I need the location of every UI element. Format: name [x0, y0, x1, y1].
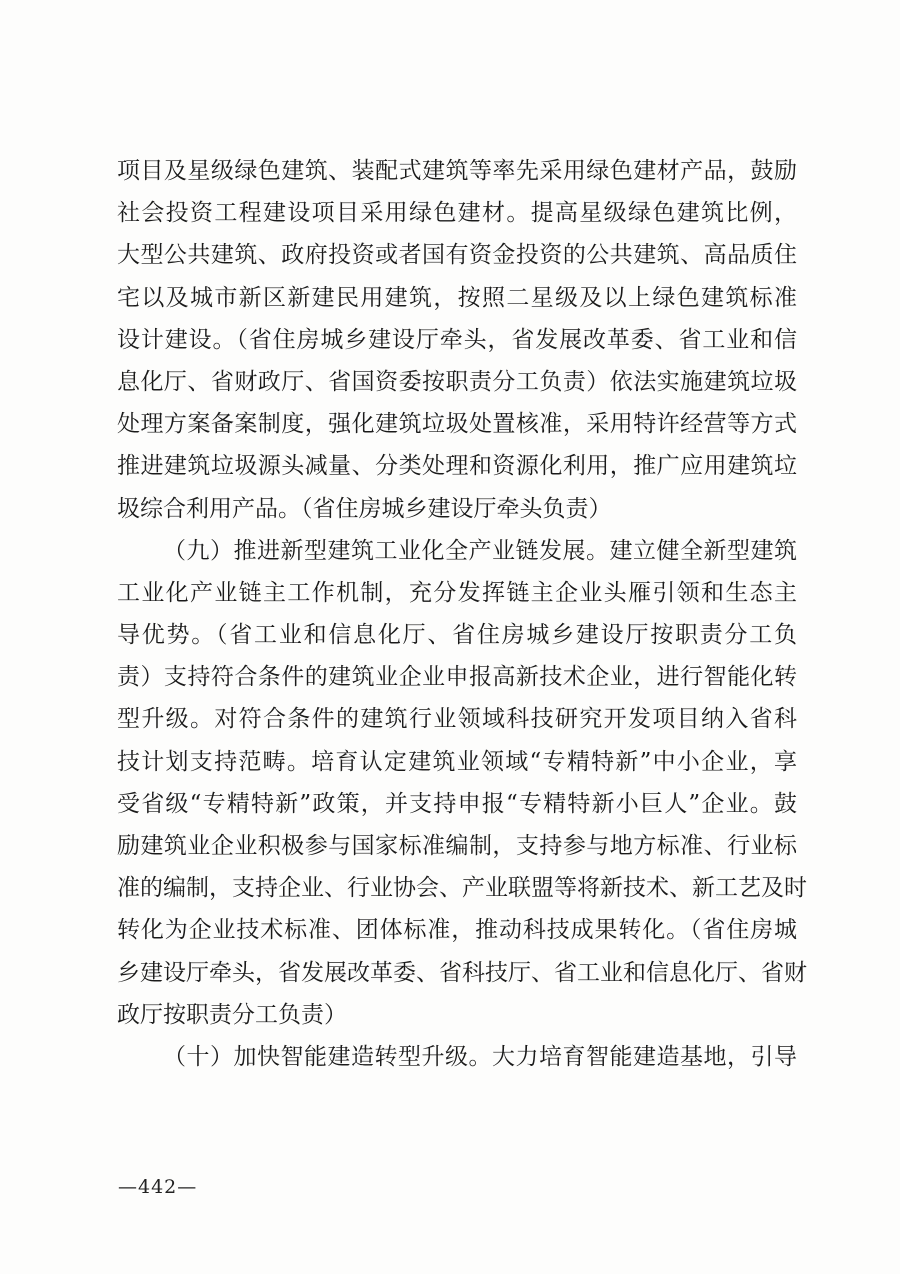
text-line: 转化为企业技术标准、团体标准，推动科技成果转化。（省住房城 — [117, 917, 797, 944]
section-heading-line: （十）加快智能建造转型升级。大力培育智能建造基地，引导 — [163, 1043, 797, 1070]
text-line: 圾综合利用产品。（省住房城乡建设厅牵头负责） — [117, 495, 612, 522]
text-line: 受省级“专精特新”政策，并支持申报“专精特新小巨人”企业。鼓 — [117, 790, 797, 817]
text-line: 社会投资工程建设项目采用绿色建材。提高星级绿色建筑比例， — [117, 200, 797, 227]
text-line: 准的编制，支持企业、行业协会、产业联盟等将新技术、新工艺及时 — [117, 875, 807, 902]
section-heading-line: （九）推进新型建筑工业化全产业链发展。建立健全新型建筑 — [163, 537, 797, 564]
page-number: —442— — [118, 1176, 198, 1198]
text-line: 息化厅、省财政厅、省国资委按职责分工负责）依法实施建筑垃圾 — [117, 368, 797, 395]
text-line: 设计建设。（省住房城乡建设厅牵头，省发展改革委、省工业和信 — [117, 326, 797, 353]
text-line: 工业化产业链主工作机制，充分发挥链主企业头雁引领和生态主 — [117, 579, 797, 606]
text-line: 项目及星级绿色建筑、装配式建筑等率先采用绿色建材产品，鼓励 — [117, 158, 797, 184]
body-text — [117, 150, 807, 1078]
text-line: 技计划支持范畴。培育认定建筑业领域“专精特新”中小企业，享 — [117, 748, 797, 775]
text-line: 大型公共建筑、政府投资或者国有资金投资的公共建筑、高品质住 — [117, 242, 797, 269]
text-line: 型升级。对符合条件的建筑行业领域科技研究开发项目纳入省科 — [117, 706, 797, 733]
text-line: 乡建设厅牵头，省发展改革委、省科技厅、省工业和信息化厅、省财 — [117, 959, 807, 986]
text-line: 责）支持符合条件的建筑业企业申报高新技术企业，进行智能化转 — [117, 664, 797, 691]
text-line: 励建筑业企业积极参与国家标准编制，支持参与地方标准、行业标 — [117, 833, 797, 859]
text-line: 导优势。（省工业和信息化厅、省住房城乡建设厅按职责分工负 — [117, 622, 797, 649]
text-line: 处理方案备案制度，强化建筑垃圾处置核准，采用特许经营等方式 — [117, 411, 797, 438]
text-line: 政厅按职责分工负责） — [117, 1001, 347, 1028]
text-line: 推进建筑垃圾源头减量、分类处理和资源化利用，推广应用建筑垃 — [117, 453, 797, 480]
text-line: 宅以及城市新区新建民用建筑，按照二星级及以上绿色建筑标准 — [117, 284, 797, 311]
